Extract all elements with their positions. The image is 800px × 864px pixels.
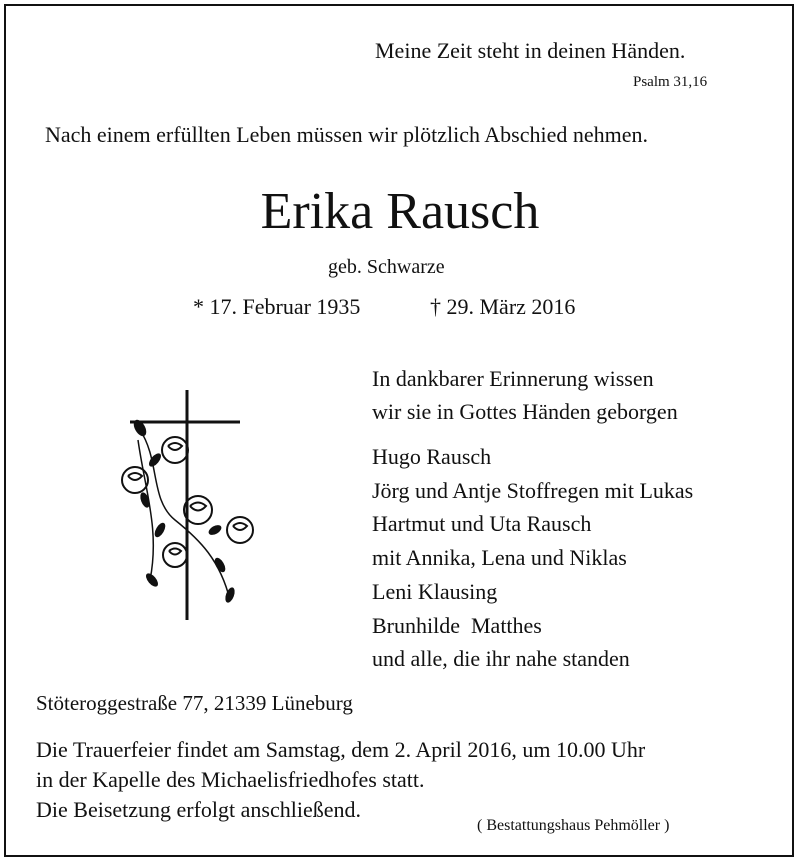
verse-reference: Psalm 31,16 xyxy=(633,74,708,90)
mourner: und alle, die ihr nahe standen xyxy=(372,646,630,672)
mourner: Leni Klausing xyxy=(372,578,498,604)
birth-date: * 17. Februar 1935 xyxy=(193,294,361,319)
death-date: † 29. März 2016 xyxy=(430,294,576,319)
maiden-name: geb. Schwarze xyxy=(328,256,445,278)
mourners-list xyxy=(372,440,693,676)
funeral-line-2: in der Kapelle des Michaelisfriedhofes statt. xyxy=(36,767,425,792)
memory-line-1: In dankbarer Erinnerung wissen xyxy=(372,366,654,391)
mourner: Brunhilde Matthes xyxy=(372,612,542,638)
funeral-home: ( Bestattungshaus Pehmöller ) xyxy=(477,817,670,834)
intro-line: Nach einem erfüllten Leben müssen wir plötzlich Abschied nehmen. xyxy=(45,122,648,147)
mourner: Jörg und Antje Stoffregen mit Lukas xyxy=(372,477,694,503)
mourner: mit Annika, Lena und Niklas xyxy=(372,545,627,571)
funeral-line-1: Die Trauerfeier findet am Samstag, dem 2. April 2016, um 10.00 Uhr xyxy=(36,737,646,762)
cross-with-roses-icon xyxy=(120,380,270,630)
funeral-line-3: Die Beisetzung erfolgt anschließend. xyxy=(36,797,362,822)
mourner: Hugo Rausch xyxy=(372,444,492,469)
address: Stöteroggestraße 77, 21339 Lüneburg xyxy=(36,691,353,715)
deceased-name: Erika Rausch xyxy=(260,183,540,240)
bible-verse: Meine Zeit steht in deinen Händen. xyxy=(375,38,686,63)
mourner: Hartmut und Uta Rausch xyxy=(372,511,592,537)
memory-line-2: wir sie in Gottes Händen geborgen xyxy=(372,399,678,424)
